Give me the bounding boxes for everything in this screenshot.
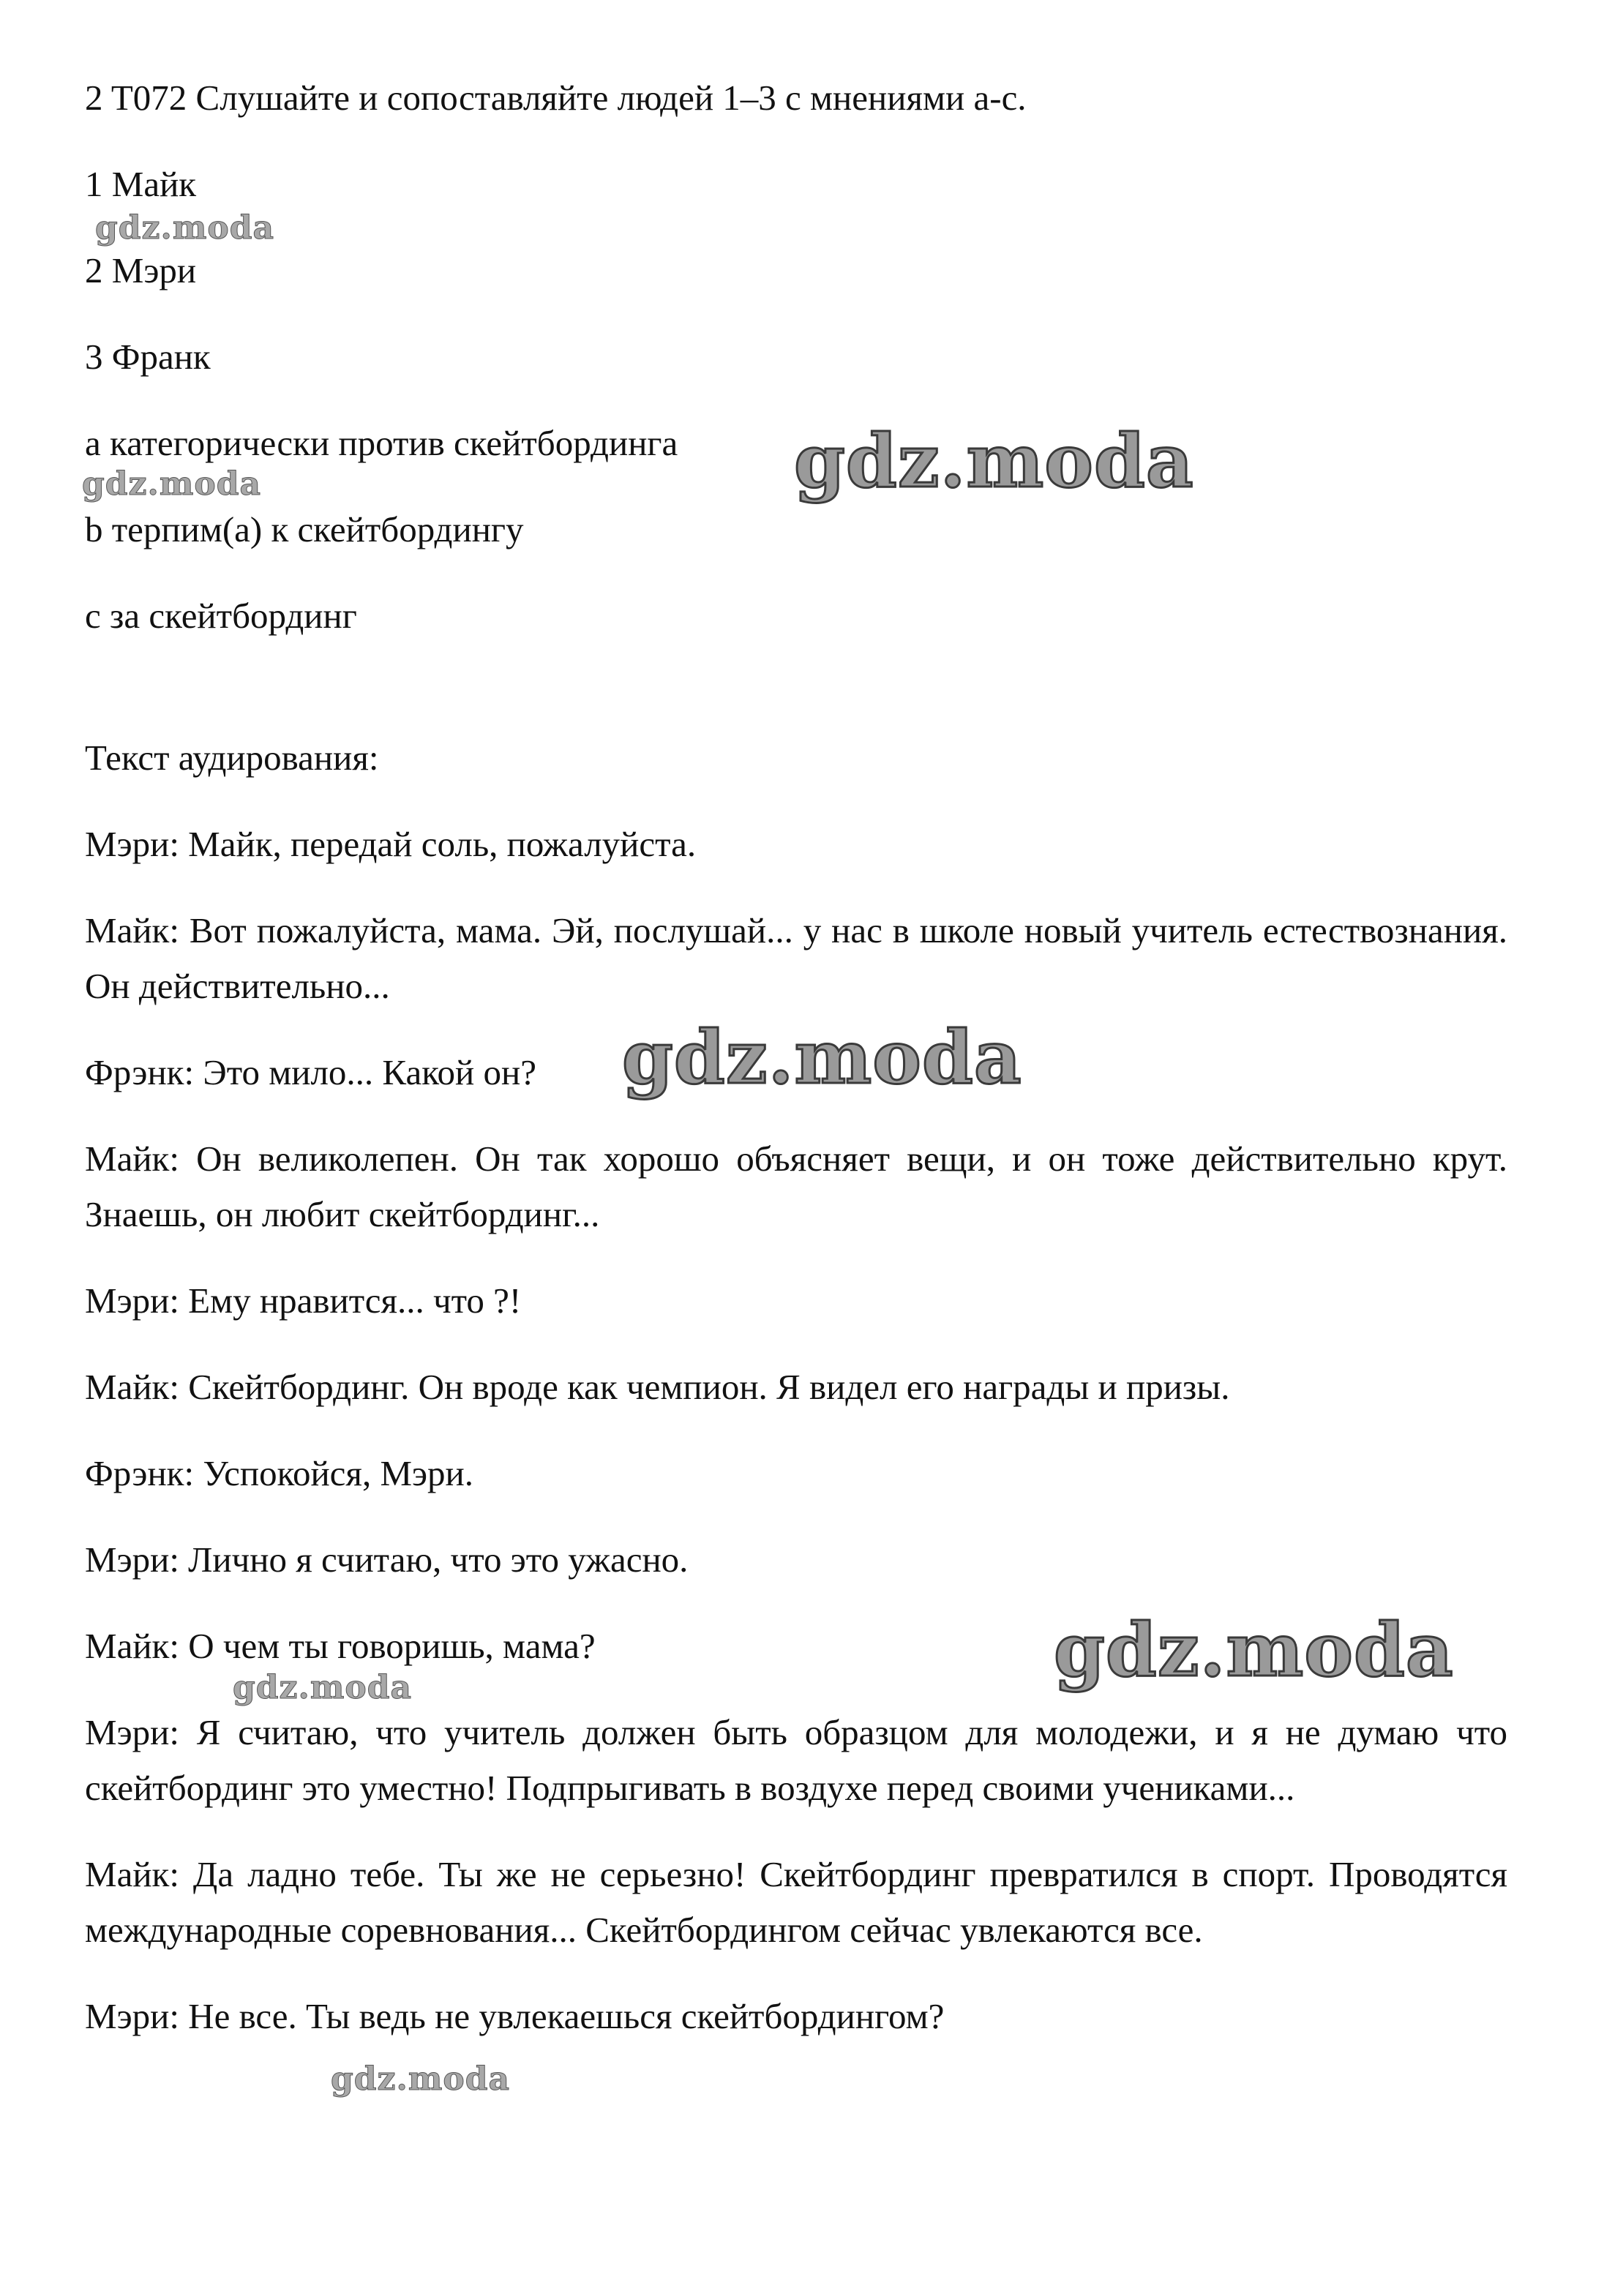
- transcript-line: Майк: Скейтбординг. Он вроде как чемпион. Я видел его награды и призы.: [85, 1367, 1230, 1407]
- transcript-line: Майк: Он великолепен. Он так хорошо объясняет вещи, и он тоже действительно крут. Знаешь, он любит скейтбординг...: [85, 1138, 1507, 1234]
- watermark-logo: gdz.moda: [622, 1014, 1022, 1100]
- transcript-line: Мэри: Не все. Ты ведь не увлекаешься скейтбордингом?: [85, 1996, 945, 2036]
- document-page: [85, 70, 1507, 2044]
- watermark-logo: gdz.moda: [233, 1669, 413, 1706]
- watermark-logo: gdz.moda: [1054, 1607, 1454, 1693]
- watermark-logo: gdz.moda: [82, 465, 262, 503]
- transcript-line: Фрэнк: Успокойся, Мэри.: [85, 1453, 474, 1493]
- person-item-mike: 1 Майк: [85, 164, 197, 204]
- transcript-line: Майк: О чем ты говоришь, мама?: [85, 1626, 596, 1666]
- transcript-line: Майк: Да ладно тебе. Ты же не серьезно! Скейтбординг превратился в спорт. Проводятся международные соревнования... Скейтбордингом сейчас увлекаются все.: [85, 1854, 1507, 1950]
- opinion-item-c: c за скейтбординг: [85, 596, 357, 636]
- opinion-item-a: a категорически против скейтбординга: [85, 423, 678, 463]
- transcript-line: Мэри: Лично я считаю, что это ужасно.: [85, 1539, 689, 1580]
- person-item-frank: 3 Франк: [85, 337, 211, 377]
- watermark-logo: gdz.moda: [95, 209, 275, 247]
- transcript-line: Мэри: Ему нравится... что ?!: [85, 1280, 522, 1321]
- transcript-title: Текст аудирования:: [85, 738, 379, 778]
- opinion-item-b: b терпим(а) к скейтбордингу: [85, 509, 524, 549]
- watermark-logo: gdz.moda: [794, 418, 1194, 504]
- task-header: 2 T072 Слушайте и сопоставляйте людей 1–3 с мнениями a-c.: [85, 78, 1027, 118]
- transcript-line: Мэри: Я считаю, что учитель должен быть образцом для молодежи, и я не думаю что скейтбординг это уместно! Подпрыгивать в воздухе перед своими учениками...: [85, 1712, 1507, 1808]
- person-item-mary: 2 Мэри: [85, 250, 197, 290]
- watermark-logo: gdz.moda: [331, 2060, 511, 2098]
- transcript-line: Майк: Вот пожалуйста, мама. Эй, послушай... у нас в школе новый учитель естествознания. Он действительно...: [85, 910, 1507, 1006]
- transcript-line: Фрэнк: Это мило... Какой он?: [85, 1052, 536, 1092]
- transcript-line: Мэри: Майк, передай соль, пожалуйста.: [85, 824, 697, 864]
